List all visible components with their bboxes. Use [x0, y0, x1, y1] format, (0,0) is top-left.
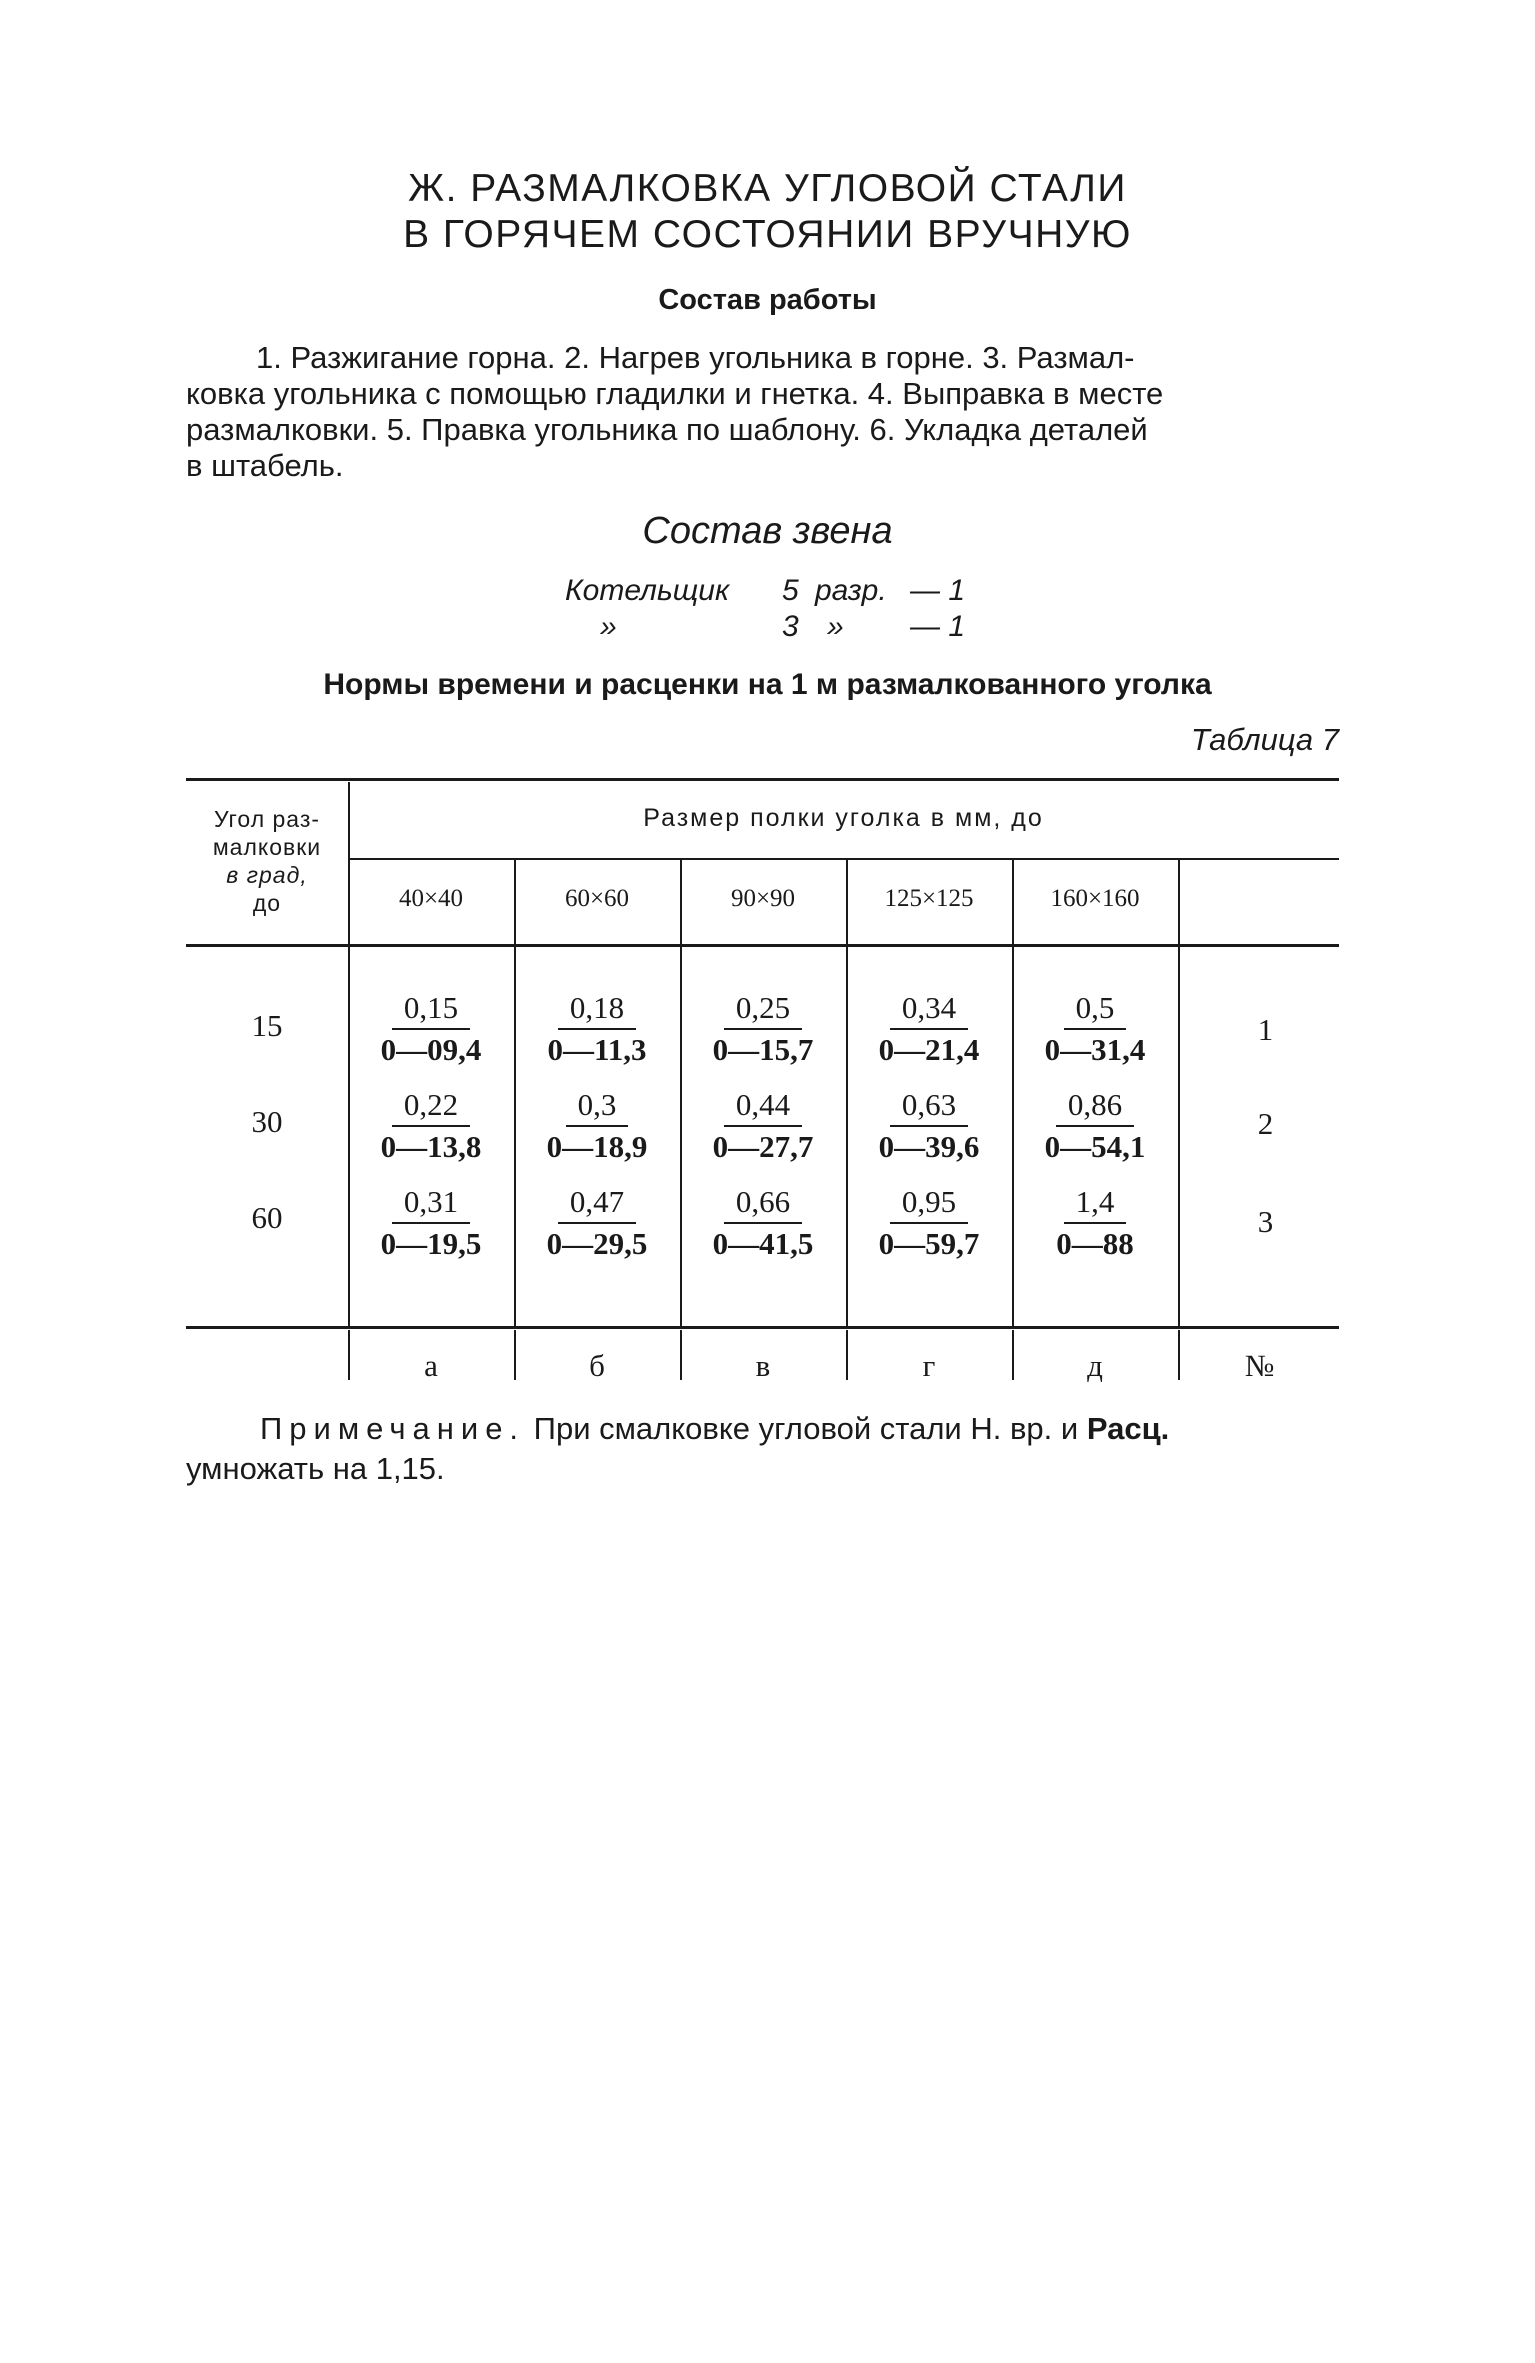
note-line-1	[260, 1410, 1339, 1448]
norms-title: Нормы времени и расценки на 1 м размалкованного уголка	[323, 668, 1212, 701]
norm-value: 0,15	[392, 988, 470, 1030]
table-cell	[348, 988, 514, 1070]
note-text-b: и	[1060, 1411, 1079, 1446]
rate-value: 0—31,4	[1044, 1032, 1146, 1067]
work-heading: Состав работы	[658, 284, 877, 316]
table-top-rule	[186, 778, 1339, 781]
norm-value: 0,66	[724, 1182, 802, 1224]
table-subheader-rule	[348, 858, 1339, 860]
number-sign: №	[1244, 1348, 1275, 1383]
norm-value: 0,25	[724, 988, 802, 1030]
table-cell	[680, 1085, 846, 1167]
crew-unit-2: »	[827, 610, 844, 643]
crew-role-1: Котельщик	[565, 574, 730, 607]
table-cell	[680, 988, 846, 1070]
rate-value: 0—29,5	[546, 1226, 648, 1261]
table-vrule-body-5	[1178, 947, 1180, 1326]
angle-header-line-2: малковки	[212, 834, 322, 860]
rate-value: 0—88	[1056, 1226, 1134, 1261]
rate-value: 0—27,7	[712, 1129, 814, 1164]
table-cell	[514, 1085, 680, 1167]
norm-value: 0,44	[724, 1085, 802, 1127]
work-line-4: в штабель.	[186, 448, 344, 483]
size-header-a: 40×40	[398, 885, 464, 912]
note-text-a: При смалковке угловой стали Н. вр.	[533, 1411, 1053, 1446]
angle-value-row-2: 30	[251, 1104, 283, 1139]
table-cell	[1012, 1182, 1178, 1264]
angle-column-header	[186, 805, 348, 917]
rate-value: 0—18,9	[546, 1129, 648, 1164]
rate-value: 0—19,5	[380, 1226, 482, 1261]
work-line-1: 1. Разжигание горна. 2. Нагрев угольника в горне. 3. Размал-	[256, 340, 1135, 375]
column-letter-b: б	[589, 1348, 605, 1383]
column-letter-g: г	[922, 1348, 936, 1383]
table-cell	[846, 1182, 1012, 1264]
table-cell	[846, 988, 1012, 1070]
table-cell	[680, 1182, 846, 1264]
note-text-c: Расц.	[1086, 1411, 1170, 1446]
angle-value-row-1: 15	[251, 1008, 283, 1043]
column-letter-d: д	[1087, 1348, 1103, 1383]
row-number-3: 3	[1257, 1204, 1274, 1239]
column-letter-a: а	[424, 1348, 438, 1383]
section-title-line-2: В ГОРЯЧЕМ СОСТОЯНИИ ВРУЧНУЮ	[403, 213, 1132, 256]
size-header-d: 160×160	[1050, 885, 1140, 912]
table-cell	[846, 1085, 1012, 1167]
table-cell	[348, 1182, 514, 1264]
work-description	[186, 340, 1339, 484]
norm-value: 0,31	[392, 1182, 470, 1224]
norm-value: 0,18	[558, 988, 636, 1030]
table-header-bottom-rule	[186, 944, 1339, 947]
angle-header-line-3: в град,	[226, 862, 308, 888]
rate-value: 0—54,1	[1044, 1129, 1146, 1164]
rate-value: 0—41,5	[712, 1226, 814, 1261]
crew-unit-1: разр.	[815, 574, 887, 607]
size-header-g: 125×125	[884, 885, 974, 912]
angle-value-row-3: 60	[251, 1200, 283, 1235]
rate-value: 0—13,8	[380, 1129, 482, 1164]
size-header-v: 90×90	[730, 885, 796, 912]
note-label: Примечание.	[260, 1411, 526, 1446]
table-cell	[1012, 1085, 1178, 1167]
rate-value: 0—15,7	[712, 1032, 814, 1067]
crew-role-2: »	[600, 610, 617, 643]
norm-value: 0,47	[558, 1182, 636, 1224]
crew-grade-1: 5	[782, 574, 799, 607]
column-letter-v: в	[755, 1348, 771, 1383]
crew-count-2: — 1	[910, 610, 966, 643]
rate-value: 0—09,4	[380, 1032, 482, 1067]
row-number-1: 1	[1257, 1012, 1274, 1047]
norm-value: 0,3	[566, 1085, 629, 1127]
table-cell	[514, 1182, 680, 1264]
norm-value: 0,86	[1056, 1085, 1134, 1127]
row-number-2: 2	[1257, 1106, 1274, 1141]
work-line-2: ковка угольника с помощью гладилки и гнетка. 4. Выправка в месте	[186, 376, 1164, 411]
norm-value: 0,63	[890, 1085, 968, 1127]
angle-header-line-4: до	[252, 890, 282, 916]
note-text-d: умножать на 1,15.	[186, 1451, 445, 1486]
norm-value: 0,95	[890, 1182, 968, 1224]
section-title-line-1: Ж. РАЗМАЛКОВКА УГЛОВОЙ СТАЛИ	[408, 167, 1127, 210]
size-column-header: Размер полки уголка в мм, до	[643, 804, 1044, 832]
table-cell	[514, 988, 680, 1070]
crew-count-1: — 1	[910, 574, 966, 607]
rate-value: 0—39,6	[878, 1129, 980, 1164]
norm-value: 1,4	[1064, 1182, 1127, 1224]
crew-heading: Состав звена	[642, 510, 893, 552]
work-line-3: размалковки. 5. Правка угольника по шаблону. 6. Укладка деталей	[186, 412, 1148, 447]
rate-value: 0—11,3	[547, 1032, 647, 1067]
table-cell	[348, 1085, 514, 1167]
crew-grade-2: 3	[782, 610, 799, 643]
norm-value: 0,34	[890, 988, 968, 1030]
angle-header-line-1: Угол раз-	[213, 806, 321, 832]
norm-value: 0,22	[392, 1085, 470, 1127]
size-header-b: 60×60	[564, 885, 630, 912]
table-cell	[1012, 988, 1178, 1070]
table-label: Таблица 7	[1190, 722, 1339, 757]
rate-value: 0—59,7	[878, 1226, 980, 1261]
rate-value: 0—21,4	[878, 1032, 980, 1067]
table-body-bottom-rule	[186, 1326, 1339, 1329]
table-vrule-header-5	[1178, 860, 1180, 944]
norm-value: 0,5	[1064, 988, 1127, 1030]
